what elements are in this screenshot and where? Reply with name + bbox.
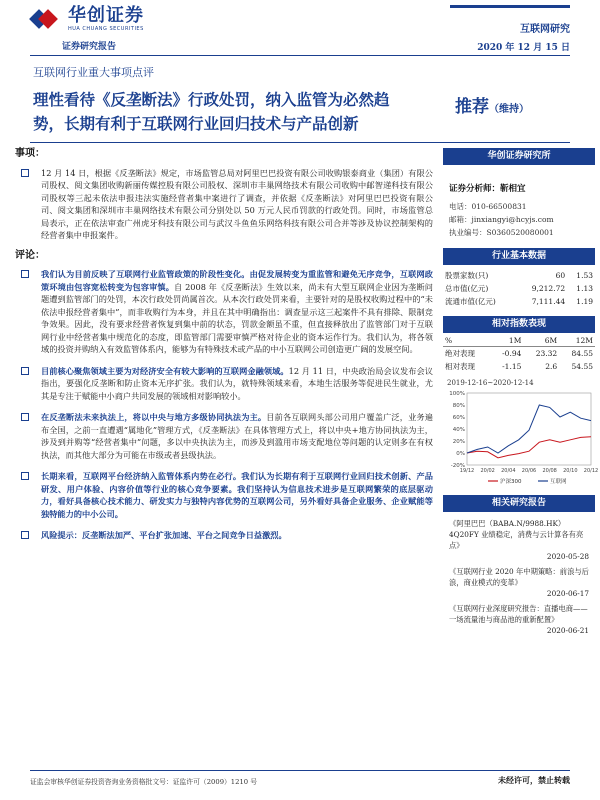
comment-paragraph <box>15 470 433 520</box>
y-tick-label: 0% <box>456 451 465 457</box>
basic-data-share: 1.19 <box>576 297 593 306</box>
analyst-email[interactable]: 邮箱：jinxiangyi@hcyjs.com <box>449 215 554 224</box>
comment-heading: 评论： <box>15 249 45 261</box>
basic-data-label: 流通市值(亿元) <box>445 297 496 306</box>
comment-paragraph <box>15 529 433 542</box>
rating-note: （维持） <box>489 104 529 115</box>
analyst-license: 执业编号：S0360520080001 <box>449 228 554 237</box>
x-tick-label: 20/04 <box>501 468 516 474</box>
report-date: 2020 年 12 月 15 日 <box>477 43 570 53</box>
basic-data-row <box>443 295 595 308</box>
basic-data-share: 1.13 <box>576 284 593 293</box>
x-tick-label: 20/10 <box>563 468 578 474</box>
y-tick-label: 60% <box>452 415 465 421</box>
series-line-1 <box>467 405 591 453</box>
bullet-square-icon <box>21 169 29 177</box>
basic-data-value: 7,111.44 <box>531 297 566 306</box>
related-report-date: 2020-06-17 <box>546 589 589 598</box>
comment-paragraph <box>15 411 433 461</box>
y-tick-label: 40% <box>452 427 465 433</box>
related-report-date: 2020-05-28 <box>546 552 589 561</box>
y-tick-label: 100% <box>449 391 465 397</box>
performance-value: -0.94 <box>502 349 522 358</box>
footer-license: 证监会审核华创证券投资咨询业务资格批文号：证监许可（2009）1210 号 <box>30 778 258 786</box>
report-body <box>15 148 433 551</box>
related-report-item[interactable] <box>449 518 589 562</box>
basic-data-label: 总市值(亿元) <box>445 284 489 293</box>
basic-data-table <box>443 269 595 308</box>
bullet-square-icon <box>21 270 29 278</box>
performance-value: 2.6 <box>545 362 558 371</box>
bullet-square-icon <box>21 472 29 480</box>
bullet-square-icon <box>21 367 29 375</box>
performance-value: 54.55 <box>571 362 593 371</box>
performance-row <box>443 360 595 373</box>
comment-highlight: 目前核心聚焦领域主要为对经济安全有较大影响的互联网金融领域。 <box>41 365 289 376</box>
chart-svg <box>443 387 599 489</box>
report-subtitle: 证券研究报告 <box>62 42 117 52</box>
performance-column-header: 1M <box>491 335 524 347</box>
x-tick-label: 20/08 <box>542 468 557 474</box>
performance-column-header: 12M <box>559 335 595 347</box>
event-paragraph <box>15 167 433 242</box>
footer-divider <box>30 770 570 771</box>
related-report-title: 《阿里巴巴（BABA.N/9988.HK）4Q20FY 业绩稳定，消费与云计算各有亮点》 <box>449 519 584 550</box>
basic-data-share: 1.53 <box>576 271 593 280</box>
related-reports-list <box>443 512 595 646</box>
performance-row <box>443 347 595 361</box>
legend-label: 互联网 <box>550 479 567 485</box>
chart-title: 2019-12-16~2020-12-14 <box>447 379 534 387</box>
comment-highlight: 风险提示：反垄断法加严、平台扩张加速、平台之间竞争日益激烈。 <box>41 530 287 540</box>
header-accent-rule <box>450 5 570 8</box>
comment-text: 自 2008 年《反垄断法》生效以来，尚未有大型互联网企业因为垄断问题遭到监管部门的处罚，本次行政处罚尚属首次。从本次行政处罚来看，主要针对的是股权收购过程中的“未依法申报经营者集中”，而非收购行为本身，并且在其中明确指出：调查显示这三起案件不具有排除、限制竞争效果。因此，没有要求经营者恢复到集中前的状态，罚款金额虽不重，但直接释放出了监管部门对于互联网行业中经营者集中规范化的态度，即监管部门需要审慎严格对待企业的资本运作行为。我们认为，将各领域的投资并购纳入有效监管体系内，能够为有特殊技术或产品的中小互联网公司创造更广阔的发展空间。 <box>41 281 433 354</box>
logo-diamond-icon <box>30 8 62 30</box>
institute-header: 华创证券研究所 <box>443 148 595 165</box>
basic-data-row <box>443 269 595 282</box>
rating-label: 推荐 <box>455 97 489 117</box>
performance-column-header: 6M <box>523 335 559 347</box>
basic-data-value: 60 <box>555 271 566 280</box>
performance-column-header: % <box>443 335 491 347</box>
comment-text: 12 月 11 日，中央政治局会议发布会议指出，要强化反垄断和防止资本无序扩张。我们认为，就特殊领域来看，本地生活服务等促进民生就业，尤其是专注于赋能中小商户共同发展的领域相对影响较小。 <box>41 365 433 401</box>
related-report-item[interactable] <box>449 603 589 636</box>
analyst-block <box>443 165 595 244</box>
x-tick-label: 20/12 <box>583 468 599 474</box>
basic-data-value: 9,212.72 <box>531 284 566 293</box>
y-tick-label: -20% <box>450 463 465 469</box>
header-divider <box>30 55 570 56</box>
bullet-square-icon <box>21 531 29 539</box>
bullet-square-icon <box>21 413 29 421</box>
x-tick-label: 20/02 <box>480 468 495 474</box>
sidebar <box>443 148 599 646</box>
event-text: 12 月 14 日，根据《反垄断法》规定，市场监管总局对阿里巴巴投资有限公司收购银泰商业（集团）有限公司股权、阅文集团收购新丽传媒控股有限公司股权、深圳市丰巢网络技术有限公司收购中邮智递科技有限公司股权等三起未依法申报违法实施经营者集中案进行了调查，并依据《反垄断法》对阿里巴巴投资有限公司、阅文集团和深圳市丰巢网络技术有限公司分别处以 50 万元人民币罚款的行政处罚。同时，市场监管总局表示，正在依法审查广州虎牙科技有限公司与武汉斗鱼鱼乐网络科技有限公司合并等涉及协议控制架构的经营者集中申报案件。 <box>41 167 433 240</box>
comment-highlight: 长期来看，互联网平台经济纳入监管体系内势在必行。我们认为长期有利于互联网行业回归技术创新、产品研发、用户体验、内容价值等行业的核心竞争要素。我们坚持认为信息技术进步是互联网繁荣的底层驱动力，看好具备核心技术能力、研发实力与独特内容优势的互联网公司，另外看好具备企业服务、企业赋能等独特能力的中小公司。 <box>41 471 433 519</box>
performance-value: 84.55 <box>571 349 593 358</box>
y-tick-label: 80% <box>452 403 465 409</box>
report-title: 理性看待《反垄断法》行政处罚，纳入监管为必然趋势，长期有利于互联网行业回归技术与产品创新 <box>33 91 390 133</box>
x-tick-label: 19/12 <box>459 468 475 474</box>
footer-caution: 未经许可，禁止转载 <box>498 775 570 785</box>
related-report-item[interactable] <box>449 566 589 599</box>
comment-highlight: 我们认为目前反映了互联网行业监管政策的阶段性变化。由促发展转变为重监管和避免无序竞争，互联网政策环境由包容宽松转变为包容审慎。 <box>41 269 433 292</box>
logo-chinese-name: 华创证券 <box>68 5 144 26</box>
y-tick-label: 20% <box>452 439 465 445</box>
report-category: 互联网研究 <box>520 24 570 35</box>
performance-table <box>443 335 595 373</box>
comment-list <box>15 268 433 542</box>
x-tick-label: 20/06 <box>521 468 537 474</box>
legend-label: 沪深300 <box>500 479 522 485</box>
related-report-title: 《互联网行业 2020 年中期策略：前浪与后浪，商业模式的变革》 <box>449 567 589 587</box>
events-heading: 事项： <box>15 148 45 159</box>
comment-paragraph <box>15 365 433 403</box>
relative-performance-chart <box>443 387 599 489</box>
rating <box>455 92 529 117</box>
related-report-title: 《互联网行业深度研究报告：直播电商——一场流量池与商品池的重新配置》 <box>449 604 588 624</box>
logo-english-name: HUA CHUANG SECURITIES <box>68 26 144 32</box>
comment-highlight: 在反垄断法未来执法上，将以中央与地方多级协同执法为主。 <box>41 412 267 422</box>
related-reports-header: 相关研究报告 <box>443 495 595 512</box>
basic-data-row <box>443 282 595 295</box>
basic-data-header: 行业基本数据 <box>443 248 595 265</box>
report-type: 互联网行业重大事项点评 <box>33 66 154 79</box>
basic-data-label: 股票家数(只) <box>445 271 489 280</box>
comment-text: 目前各互联网头部公司用户覆盖广泛，业务遍布全国，之前一直遭遇“属地化”管理方式，《反垄断法》在具体管理方式上，将以中央+地方协同执法为主，涉及到并购等“经营者集中”问题，多以中央执法为主，而涉及到滥用市场支配地位等问题的认定则多在有权执法，而其他大部分为可能在市级或者县级执法。 <box>41 412 433 460</box>
related-report-date: 2020-06-21 <box>546 626 589 635</box>
analyst-phone: 电话：010-66500831 <box>449 202 527 211</box>
performance-row-label: 绝对表现 <box>445 349 475 358</box>
performance-value: -1.15 <box>502 362 522 371</box>
comment-paragraph <box>15 268 433 356</box>
company-logo <box>30 6 144 32</box>
performance-header: 相对指数表现 <box>443 316 595 333</box>
performance-value: 23.32 <box>535 349 558 358</box>
title-divider <box>30 142 570 143</box>
analyst-name: 证券分析师：靳相宜 <box>449 184 526 194</box>
performance-row-label: 相对表现 <box>445 362 475 371</box>
